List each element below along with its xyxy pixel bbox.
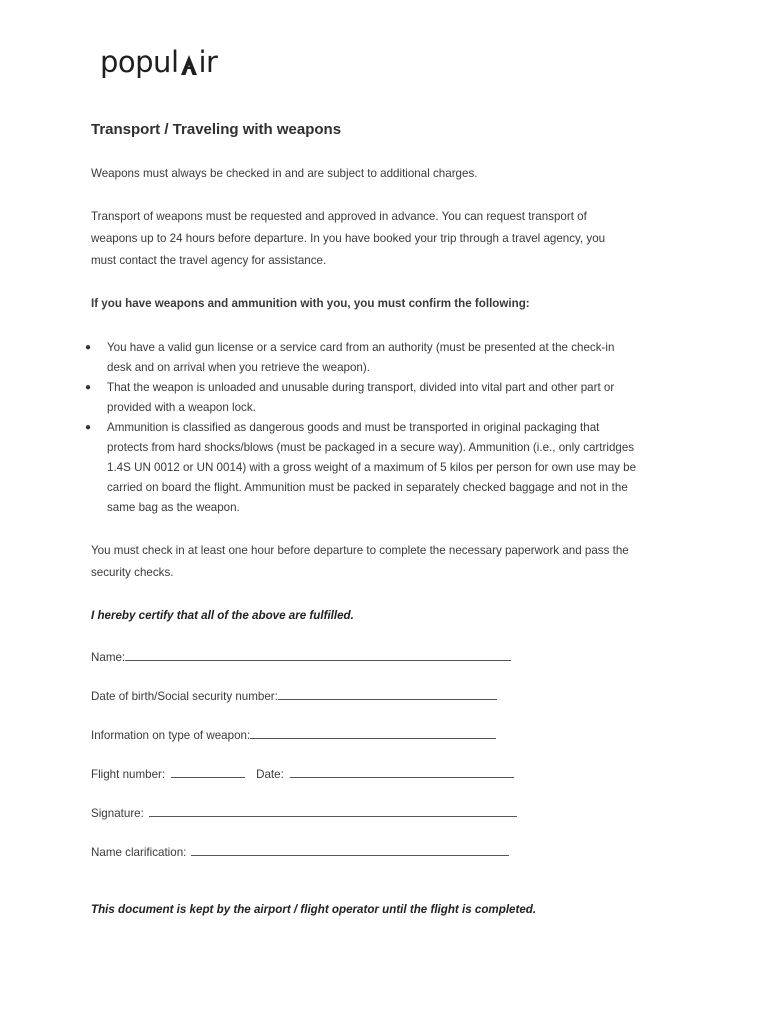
transport-line: weapons up to 24 hours before departure. In you have booked your trip through a travel agency, you [91, 232, 606, 245]
checkin-line: security checks. [91, 566, 174, 579]
checkin-line: You must check in at least one hour before departure to complete the necessary paperwork and pass the [91, 544, 629, 557]
footer-notice: This document is kept by the airport / flight operator until the flight is completed. [91, 903, 537, 916]
name-field [91, 648, 511, 664]
weapon-info-field [91, 726, 496, 742]
dob-label: Date of birth/Social security number: [91, 690, 278, 703]
transport-line: must contact the travel agency for assistance. [91, 254, 327, 267]
logo-text-end: ir [198, 45, 218, 79]
flight-number-label: Flight number: [91, 768, 166, 781]
signature-label: Signature: [91, 807, 144, 820]
dob-input-line[interactable] [278, 687, 497, 700]
transport-paragraph [91, 206, 691, 272]
certify-statement: I hereby certify that all of the above are fulfilled. [91, 609, 354, 622]
bullet-icon: ● [84, 342, 92, 353]
weapon-info-input-line[interactable] [250, 726, 496, 739]
intro-paragraph: Weapons must always be checked in and are subject to additional charges. [91, 167, 478, 180]
page-title: Transport / Traveling with weapons [91, 121, 342, 138]
logo-a-glyph-icon [180, 54, 198, 76]
signature-field [91, 804, 517, 820]
logo-text-start: popul [100, 45, 179, 79]
date-input-line[interactable] [290, 765, 514, 778]
list-item [83, 338, 693, 378]
checkin-paragraph [91, 540, 691, 584]
flight-number-input-line[interactable] [171, 765, 245, 778]
requirements-list [83, 338, 693, 518]
name-clarification-input-line[interactable] [191, 843, 509, 856]
bullet-icon: ● [84, 422, 92, 433]
name-clarification-field [91, 843, 509, 859]
list-item [83, 378, 693, 418]
name-label: Name: [91, 651, 126, 664]
list-item-line: You have a valid gun license or a service card from an authority (must be presented at the check-in [107, 341, 615, 354]
list-item-line: carried on board the flight. Ammunition must be packed in separately checked baggage and not in the [107, 481, 628, 494]
list-item-line: same bag as the weapon. [107, 501, 240, 514]
confirm-heading: If you have weapons and ammunition with you, you must confirm the following: [91, 297, 530, 310]
transport-line: Transport of weapons must be requested and approved in advance. You can request transport of [91, 210, 587, 223]
name-clarification-label: Name clarification: [91, 846, 187, 859]
list-item-line: 1.4S UN 0012 or UN 0014) with a gross weight of a maximum of 5 kilos per person for own use may be [107, 461, 637, 474]
signature-input-line[interactable] [149, 804, 517, 817]
list-item [83, 418, 693, 518]
bullet-icon: ● [84, 382, 92, 393]
name-input-line[interactable] [125, 648, 511, 661]
date-label: Date: [256, 768, 284, 781]
list-item-line: That the weapon is unloaded and unusable during transport, divided into vital part and other part or [107, 381, 615, 394]
populair-logo [100, 45, 218, 79]
weapon-info-label: Information on type of weapon: [91, 729, 251, 742]
dob-field [91, 687, 497, 703]
list-item-line: provided with a weapon lock. [107, 401, 256, 414]
flight-row [91, 765, 514, 781]
list-item-line: desk and on arrival when you retrieve the weapon). [107, 361, 370, 374]
list-item-line: Ammunition is classified as dangerous goods and must be transported in original packaging that [107, 421, 600, 434]
list-item-line: protects from hard shocks/blows (must be packaged in a secure way). Ammunition (i.e., only cartridges [107, 441, 635, 454]
